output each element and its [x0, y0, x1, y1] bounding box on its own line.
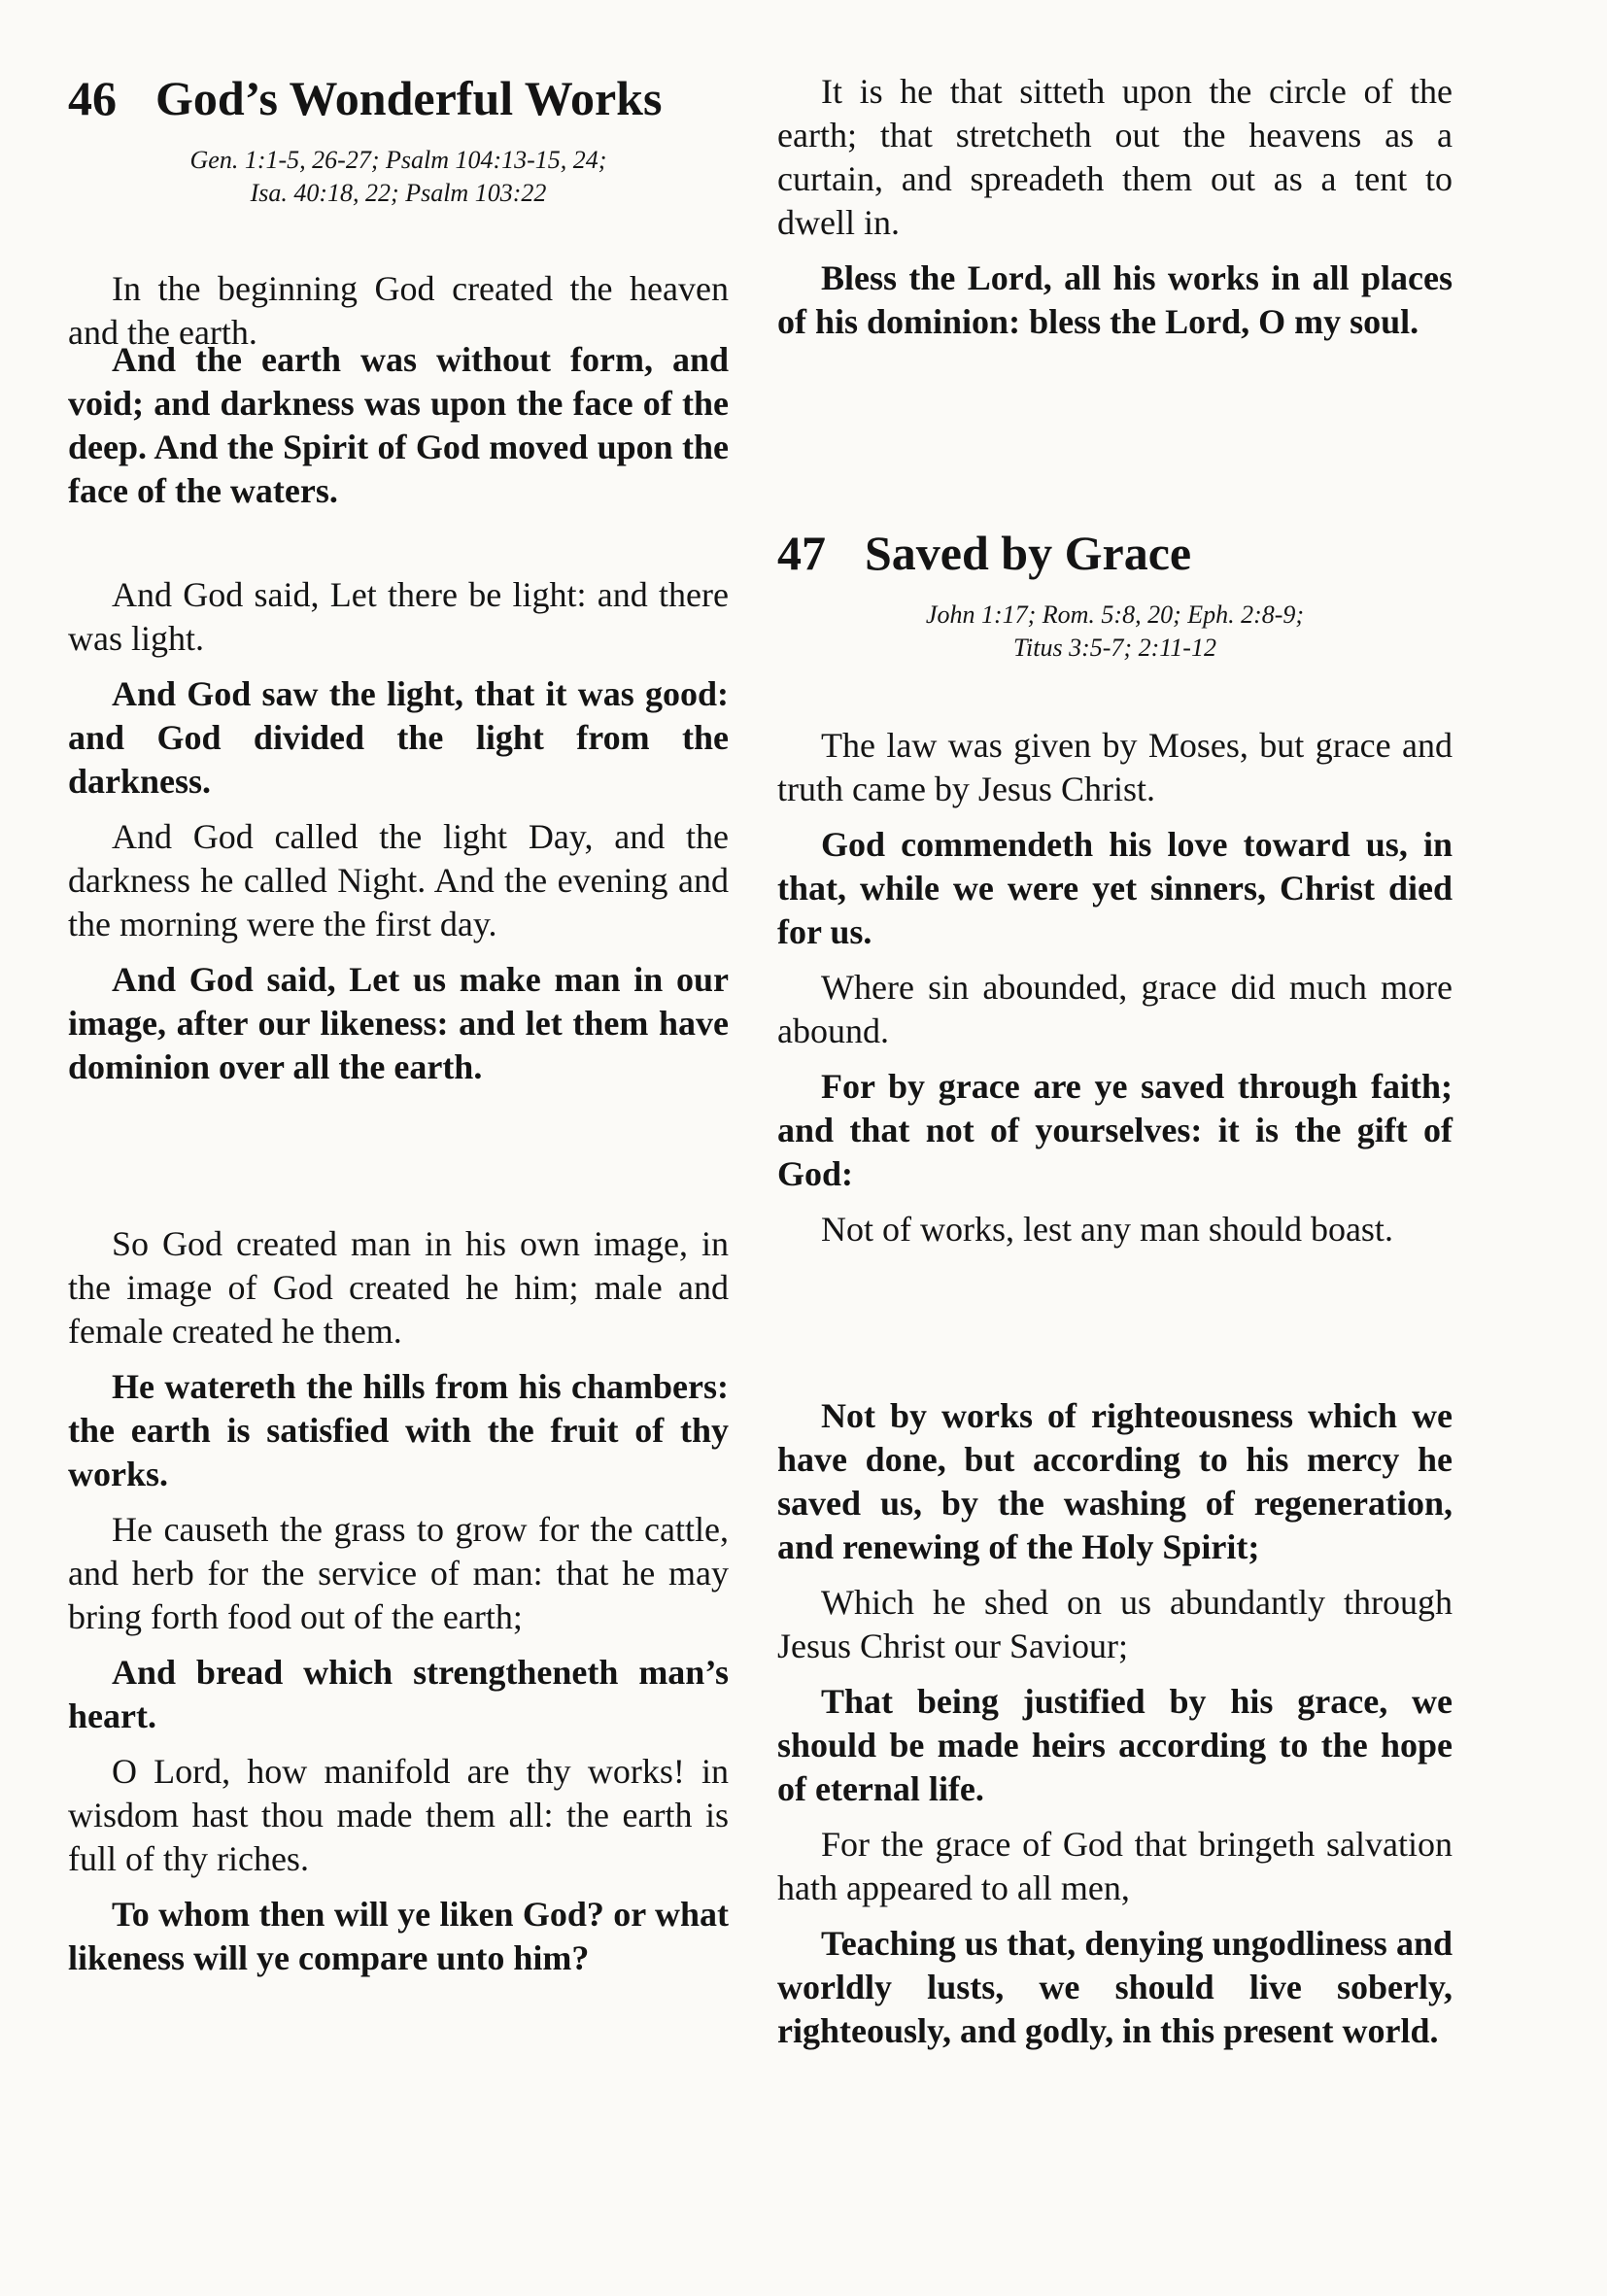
verse-stack-46a — [68, 267, 729, 513]
reference-line: Gen. 1:1-5, 26-27; Psalm 104:13-15, 24; — [189, 146, 607, 174]
selection-46-header — [68, 70, 729, 210]
verse-stack-47b — [777, 1394, 1453, 2053]
verse-bold: And bread which strengtheneth man’s heart. — [68, 1653, 729, 1735]
verse: So God created man in his own image, in the image of God created he him; male and female created he them. — [68, 1224, 729, 1351]
selection-title: Saved by Grace — [865, 526, 1192, 580]
verse-bold: And God saw the light, that it was good: and God divided the light from the darkness. — [68, 674, 729, 801]
selection-title: God’s Wonderful Works — [155, 71, 663, 125]
reference-line: John 1:17; Rom. 5:8, 20; Eph. 2:8-9; — [925, 600, 1305, 629]
verse-bold: Bless the Lord, all his works in all places of his dominion: bless the Lord, O my soul. — [777, 258, 1453, 341]
selection-46-heading — [68, 70, 729, 126]
verse: The law was given by Moses, but grace and truth came by Jesus Christ. — [777, 726, 1453, 808]
verse-bold: And the earth was without form, and void; and darkness was upon the face of the deep. And the Spirit of God moved upon the face of the waters. — [68, 340, 729, 510]
verse: And God called the light Day, and the darkness he called Night. And the evening and the morning were the first day. — [68, 817, 729, 943]
verse-stack-46-continued — [777, 70, 1453, 344]
verse: Not of works, lest any man should boast. — [821, 1210, 1393, 1249]
reference-line: Titus 3:5-7; 2:11-12 — [1013, 634, 1216, 662]
verse-bold: And God said, Let us make man in our image, after our likeness: and let them have dominion over all the earth. — [68, 960, 729, 1086]
verse-bold: To whom then will ye liken God? or what likeness will ye compare unto him? — [68, 1895, 729, 1977]
verse: For the grace of God that bringeth salvation hath appeared to all men, — [777, 1825, 1453, 1907]
verse: And God said, Let there be light: and there was light. — [68, 575, 729, 658]
selection-47-header — [777, 525, 1453, 665]
selection-number: 47 — [777, 526, 826, 580]
verse-bold: That being justified by his grace, we should be made heirs according to the hope of eternal life. — [777, 1682, 1453, 1808]
verse: He causeth the grass to grow for the cattle, and herb for the service of man: that he may bring forth food out of the earth; — [68, 1510, 729, 1636]
verse: Where sin abounded, grace did much more abound. — [777, 968, 1453, 1050]
selection-47-heading — [777, 525, 1453, 581]
verse-bold: God commendeth his love toward us, in that, while we were yet sinners, Christ died for us. — [777, 825, 1453, 951]
verse-stack-46c — [68, 1222, 729, 1980]
verse-stack-46b — [68, 573, 729, 1089]
scripture-references — [68, 144, 729, 210]
scripture-references — [777, 599, 1453, 665]
verse-bold: He watereth the hills from his chambers: the earth is satisfied with the fruit of thy works. — [68, 1367, 729, 1493]
verse: It is he that sitteth upon the circle of the earth; that stretcheth out the heavens as a curtain, and spreadeth them out as a tent to dwell in. — [777, 72, 1453, 242]
reference-line: Isa. 40:18, 22; Psalm 103:22 — [250, 179, 547, 207]
verse: In the beginning God created the heaven and the earth. — [68, 269, 729, 352]
selection-number: 46 — [68, 71, 117, 125]
verse-bold: For by grace are ye saved through faith; and that not of yourselves: it is the gift of God: — [777, 1067, 1453, 1193]
verse-bold: Teaching us that, denying ungodliness and worldly lusts, we should live soberly, righteously, and godly, in this present world. — [777, 1924, 1453, 2050]
verse: Which he shed on us abundantly through Jesus Christ our Saviour; — [777, 1583, 1453, 1665]
verse-stack-47a — [777, 724, 1453, 1251]
verse: O Lord, how manifold are thy works! in wisdom hast thou made them all: the earth is full of thy riches. — [68, 1752, 729, 1878]
verse-bold: Not by works of righteousness which we have done, but according to his mercy he saved us, by the washing of regeneration, and renewing of the Holy Spirit; — [777, 1396, 1453, 1566]
